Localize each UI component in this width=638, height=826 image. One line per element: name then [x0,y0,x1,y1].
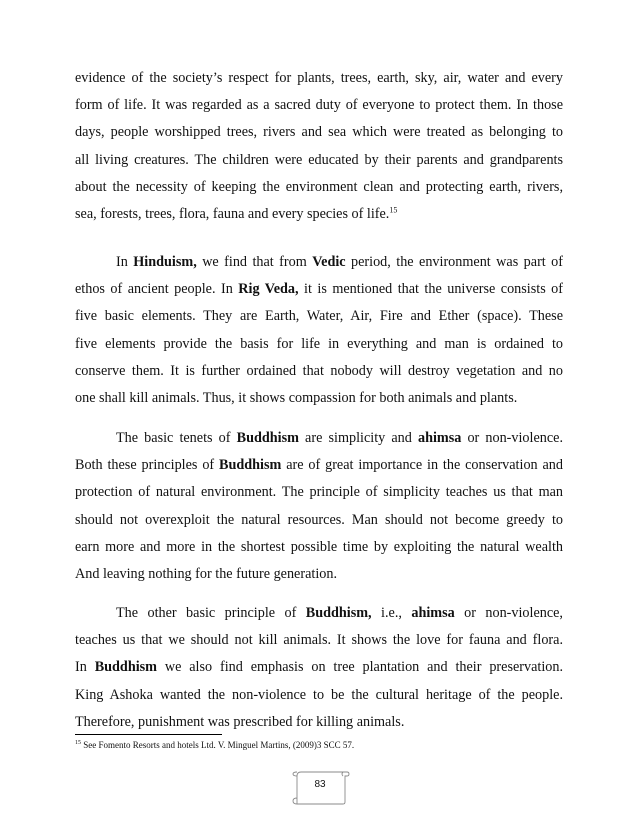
text-line [75,600,563,627]
paragraph-1 [75,65,563,228]
text-line [75,425,563,452]
bold-term: Buddhism, [305,605,372,621]
text-line: And leaving nothing for the future generation. [75,565,337,582]
text-line: King Ashoka wanted the non-violence to be the cultural heritage of the people. [75,686,563,703]
bold-term: Rig Veda, [238,281,299,298]
text-span: In [75,659,95,676]
paragraph-4 [75,600,563,736]
paragraph-3 [75,425,563,588]
text-span: The basic tenets of [116,430,237,446]
page-number: 83 [314,779,326,790]
text-line: all living creatures. The children were educated by their parents and grandparents [75,151,563,168]
text-span: ethos of ancient people. In [75,281,239,298]
text-span: we also find emphasis on tree plantation and their preservation. [157,659,563,676]
text-line: earn more and more in the shortest possible time by exploiting the natural wealth [75,538,563,555]
text-line: about the necessity of keeping the environment clean and protecting earth, rivers, [75,178,563,195]
text-line: five elements provide the basis for life in everything and man is ordained to [75,335,563,352]
paragraph-2 [75,249,563,412]
text-span: are simplicity and [298,430,418,446]
footnote-number: 15 [75,740,81,746]
text-span: The other basic principle of [116,605,306,621]
text-line [75,249,563,276]
text-span: i.e., [371,605,412,621]
text-span: or non-violence. [461,430,563,446]
footnote-separator [75,734,222,735]
text-span: period, the environment was part of [345,254,563,270]
footnote-reference[interactable]: 15 [389,205,398,215]
text-span: or non-violence, [454,605,563,621]
text-line [75,654,563,681]
text-line: Therefore, punishment was prescribed for killing animals. [75,713,405,730]
text-line-content: sea, forests, trees, flora, fauna and every species of life. [75,205,390,222]
text-line: days, people worshipped trees, rivers and sea which were treated as belonging to [75,124,563,141]
text-line: protection of natural environment. The principle of simplicity teaches us that man [75,484,563,501]
text-line: evidence of the society’s respect for plants, trees, earth, sky, air, water and every [75,70,563,86]
text-line [75,452,563,479]
bold-term: Hinduism, [133,254,197,270]
text-span: we find that from [196,254,313,270]
text-line: form of life. It was regarded as a sacred duty of everyone to protect them. In those [75,97,563,114]
text-span: In [116,254,134,270]
bold-term: Vedic [312,254,346,270]
text-span: it is mentioned that the universe consists of [298,281,564,298]
text-line: conserve them. It is further ordained that nobody will destroy vegetation and no [75,362,563,379]
text-span: are of great importance in the conservation and [281,457,563,474]
text-line: teaches us that we should not kill animals. It shows the love for fauna and flora. [75,632,563,649]
footnote-text: See Fomento Resorts and hotels Ltd. V. Minguel Martins, (2009)3 SCC 57. [81,740,355,750]
text-line: five basic elements. They are Earth, Water, Air, Fire and Ether (space). These [75,308,563,325]
bold-term: Buddhism [219,457,282,474]
text-line [75,201,563,228]
text-line: one shall kill animals. Thus, it shows compassion for both animals and plants. [75,389,518,406]
text-line: should not overexploit the natural resources. Man should not become greedy to [75,511,563,528]
bold-term: ahimsa [417,430,462,446]
bold-term: Buddhism [94,659,157,676]
bold-term: Buddhism [236,430,299,446]
text-span: Both these principles of [75,457,220,474]
footnote [75,739,354,751]
bold-term: ahimsa [411,605,455,621]
text-line [75,276,563,303]
